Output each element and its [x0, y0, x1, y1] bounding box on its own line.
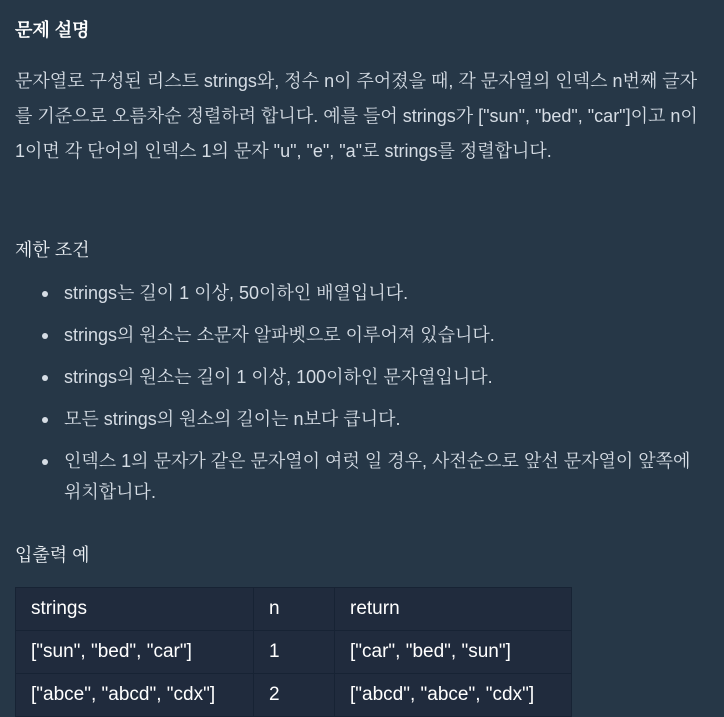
header-strings: strings	[16, 588, 254, 631]
cell-strings: ["sun", "bed", "car"]	[16, 631, 254, 674]
examples-table	[15, 587, 572, 717]
examples-heading: 입출력 예	[15, 545, 90, 565]
table-row	[16, 631, 572, 674]
constraint-item	[40, 362, 710, 393]
problem-heading: 문제 설명	[15, 20, 90, 40]
constraint-text: strings의 원소는 길이 1 이상, 100이하인 문자열입니다.	[64, 367, 493, 387]
header-n: n	[254, 588, 335, 631]
header-return: return	[335, 588, 572, 631]
constraint-text: strings의 원소는 소문자 알파벳으로 이루어져 있습니다.	[64, 325, 495, 345]
bullet-icon	[42, 459, 48, 465]
constraint-text: strings는 길이 1 이상, 50이하인 배열입니다.	[64, 283, 409, 303]
constraints-heading: 제한 조건	[15, 240, 90, 260]
cell-return: ["car", "bed", "sun"]	[335, 631, 572, 674]
constraint-text: 인덱스 1의 문자가 같은 문자열이 여럿 일 경우, 사전순으로 앞선 문자열이 앞쪽에 위치합니다.	[64, 451, 691, 502]
table-header-row	[16, 588, 572, 631]
bullet-icon	[42, 417, 48, 423]
constraint-item	[40, 404, 710, 435]
cell-n: 2	[254, 674, 335, 717]
cell-strings: ["abce", "abcd", "cdx"]	[16, 674, 254, 717]
bullet-icon	[42, 333, 48, 339]
table-row	[16, 674, 572, 717]
problem-description: 문자열로 구성된 리스트 strings와, 정수 n이 주어졌을 때, 각 문자열의 인덱스 n번째 글자를 기준으로 오름차순 정렬하려 합니다. 예를 들어 strings가 ["sun", "bed", "car"]이고 n이 1이면 각 단어의 인덱스 1의 문자 "u", "e", "a"로 strings를 정렬합니다.	[15, 71, 698, 161]
constraints-list	[40, 278, 710, 519]
constraint-item	[40, 320, 710, 351]
cell-return: ["abcd", "abce", "cdx"]	[335, 674, 572, 717]
constraint-item	[40, 446, 710, 508]
constraint-item	[40, 278, 710, 309]
bullet-icon	[42, 375, 48, 381]
bullet-icon	[42, 291, 48, 297]
cell-n: 1	[254, 631, 335, 674]
constraint-text: 모든 strings의 원소의 길이는 n보다 큽니다.	[64, 409, 401, 429]
